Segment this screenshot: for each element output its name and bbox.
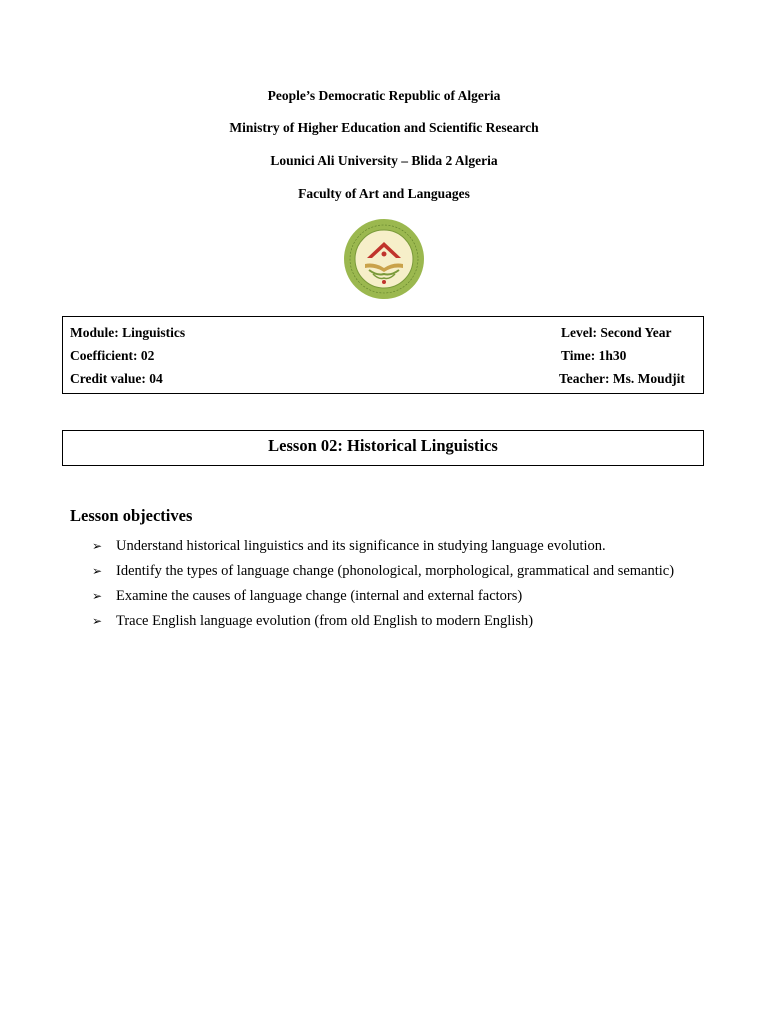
lesson-title-box <box>62 430 704 466</box>
module-label: Module: Linguistics <box>70 325 186 340</box>
objective-text: Identify the types of language change (phonological, morphological, grammatical and semantic) <box>116 563 675 579</box>
course-info-box <box>62 316 704 394</box>
level-label: Level: Second Year <box>561 325 672 340</box>
arrow-bullet-icon: ➢ <box>92 614 103 628</box>
coefficient-label: Coefficient: 02 <box>70 348 155 363</box>
objective-text: Trace English language evolution (from old English to modern English) <box>116 613 534 629</box>
objectives-list <box>92 534 698 634</box>
arrow-bullet-icon: ➢ <box>92 589 103 603</box>
list-item <box>92 534 698 558</box>
teacher-label: Teacher: Ms. Moudjit <box>559 371 685 386</box>
lesson-title: Lesson 02: Historical Linguistics <box>268 436 498 455</box>
university-seal-icon <box>343 218 425 300</box>
list-item <box>92 559 698 583</box>
header-ministry: Ministry of Higher Education and Scientific Research <box>229 120 539 135</box>
credit-label: Credit value: 04 <box>70 371 163 386</box>
list-item <box>92 609 698 633</box>
header-country: People’s Democratic Republic of Algeria <box>267 88 501 103</box>
header-university: Lounici Ali University – Blida 2 Algeria <box>270 153 498 168</box>
list-item <box>92 584 698 608</box>
arrow-bullet-icon: ➢ <box>92 564 103 578</box>
header-faculty: Faculty of Art and Languages <box>298 186 470 201</box>
time-label: Time: 1h30 <box>561 348 627 363</box>
course-info-left <box>70 321 185 390</box>
arrow-bullet-icon: ➢ <box>92 539 103 553</box>
course-info-right <box>561 321 685 390</box>
objective-text: Understand historical linguistics and its significance in studying language evolution. <box>116 538 606 554</box>
objective-text: Examine the causes of language change (internal and external factors) <box>116 588 523 604</box>
objectives-heading: Lesson objectives <box>70 506 193 525</box>
